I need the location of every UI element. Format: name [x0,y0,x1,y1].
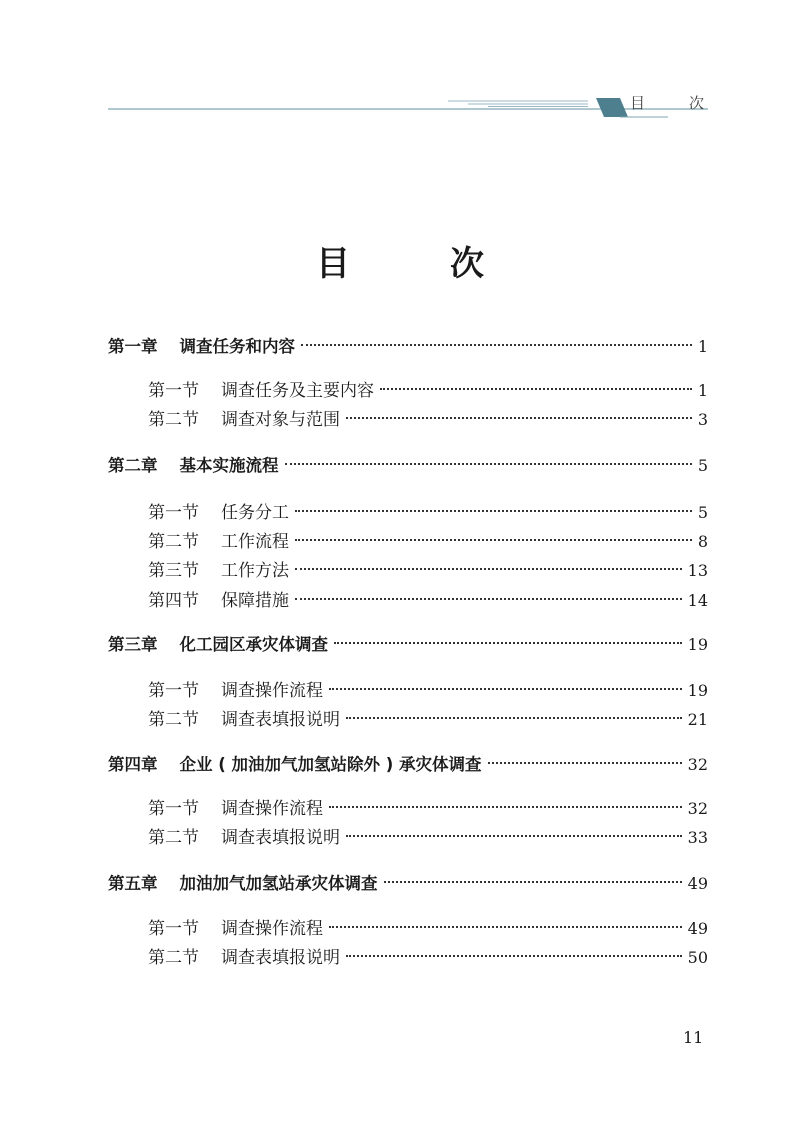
toc-entry-page: 21 [687,710,708,729]
toc-dot-leader [329,688,682,690]
toc-dot-leader [295,568,682,570]
toc-entry-number: 第二节 [148,828,199,848]
page-title [0,236,800,285]
toc-entry-page: 32 [687,755,708,774]
toc-dot-leader [346,835,682,837]
toc-dot-leader [295,539,692,541]
running-header [108,92,708,122]
toc-entry-page: 19 [687,681,708,700]
toc-entry-page: 49 [687,919,708,938]
toc-entry-number: 第四章 [108,755,158,774]
toc-entry-title: 加油加气加氢站承灾体调查 [179,874,378,893]
toc-entry-number: 第二节 [148,948,199,968]
toc-entry-page: 3 [697,410,708,429]
toc-entry-title: 调查任务和内容 [179,337,295,356]
toc-section-row[interactable] [108,588,708,614]
toc-section-row[interactable] [108,678,708,704]
toc-entry-page: 8 [697,532,708,551]
toc-entry-title: 化工园区承灾体调查 [179,635,328,654]
toc-entry-title: 保障措施 [221,591,289,611]
toc-entry-number: 第一章 [108,337,158,356]
toc-entry-number: 第一节 [148,799,199,819]
toc-entry-number: 第二节 [148,710,199,730]
toc-entry-title: 调查表填报说明 [221,948,340,968]
toc-section-row[interactable] [108,796,708,822]
toc-dot-leader [488,762,682,764]
toc-entry-title: 调查对象与范围 [221,410,340,430]
header-label-1: 目 [629,94,645,112]
toc-chapter-row[interactable] [108,632,708,658]
toc-entry-number: 第一节 [148,681,199,701]
toc-entry-title: 基本实施流程 [179,456,279,475]
header-decoration [108,92,708,122]
toc-entry-page: 1 [697,381,708,400]
toc-dot-leader [295,598,682,600]
toc-entry-number: 第四节 [148,591,199,611]
toc-entry-title: 调查操作流程 [221,681,323,701]
toc-entry-number: 第二节 [148,532,199,552]
toc-dot-leader [329,806,682,808]
toc-section-row[interactable] [108,529,708,555]
toc-entry-page: 50 [687,948,708,967]
toc-entry-number: 第二章 [108,456,158,475]
toc-dot-leader [346,717,682,719]
toc-chapter-row[interactable] [108,334,708,360]
toc-entry-title: 企业 ( 加油加气加氢站除外 ) 承灾体调查 [179,755,482,774]
toc-chapter-row[interactable] [108,453,708,479]
toc-entry-page: 49 [687,874,708,893]
toc-entry-title: 任务分工 [221,503,289,523]
toc-entry-number: 第一节 [148,381,199,401]
toc-entry-title: 工作流程 [221,532,289,552]
toc-entry-number: 第五章 [108,874,158,893]
toc-dot-leader [295,510,692,512]
page-number: 11 [683,1028,704,1047]
toc-entry-title: 调查操作流程 [221,799,323,819]
toc-entry-number: 第一节 [148,919,199,939]
toc-section-row[interactable] [108,825,708,851]
toc-entry-number: 第一节 [148,503,199,523]
page-title-part-1: 目 [316,244,350,284]
toc-dot-leader [329,926,682,928]
toc-dot-leader [285,463,692,465]
toc-entry-title: 调查表填报说明 [221,828,340,848]
header-label-2: 次 [688,94,704,112]
toc-chapter-row[interactable] [108,871,708,897]
toc-entry-page: 19 [687,635,708,654]
toc-dot-leader [346,417,692,419]
toc-entry-title: 工作方法 [221,561,289,581]
toc-entry-page: 14 [687,591,708,610]
toc-entry-page: 33 [687,828,708,847]
toc-dot-leader [384,881,682,883]
toc-section-row[interactable] [108,707,708,733]
toc-dot-leader [334,642,682,644]
toc-entry-page: 5 [697,456,708,475]
toc-entry-title: 调查表填报说明 [221,710,340,730]
toc-entry-title: 调查操作流程 [221,919,323,939]
toc-dot-leader [301,344,692,346]
toc-entry-number: 第三章 [108,635,158,654]
toc-entry-page: 1 [697,337,708,356]
toc-entry-page: 13 [687,561,708,580]
toc-entry-number: 第二节 [148,410,199,430]
toc-entry-page: 32 [687,799,708,818]
toc-section-row[interactable] [108,378,708,404]
toc-section-row[interactable] [108,500,708,526]
toc-chapter-row[interactable] [108,752,708,778]
toc-entry-title: 调查任务及主要内容 [221,381,374,401]
toc-dot-leader [380,388,692,390]
toc-section-row[interactable] [108,945,708,971]
toc-dot-leader [346,955,682,957]
toc-section-row[interactable] [108,558,708,584]
toc-entry-number: 第三节 [148,561,199,581]
toc-section-row[interactable] [108,407,708,433]
toc-section-row[interactable] [108,916,708,942]
toc-entry-page: 5 [697,503,708,522]
page-title-part-2: 次 [450,244,484,284]
